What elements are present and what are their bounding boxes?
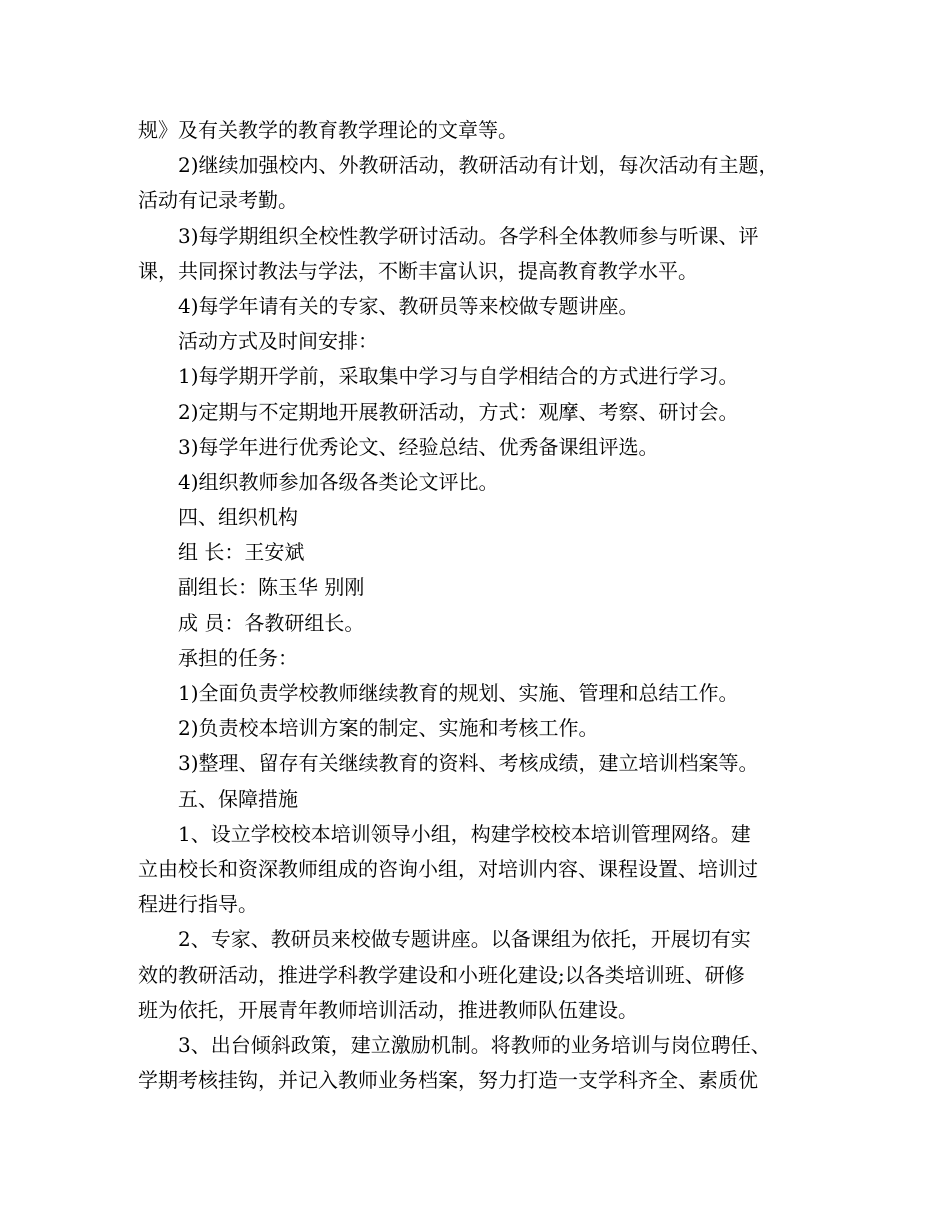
text-line: 4)每学年请有关的专家、教研员等来校做专题讲座。	[178, 293, 639, 318]
text-line: 3、出台倾斜政策，建立激励机制。将教师的业务培训与岗位聘任、	[178, 1032, 771, 1057]
document-body	[138, 113, 828, 1098]
text-line: 3)每学期组织全校性教学研讨活动。各学科全体教师参与听课、评	[178, 223, 759, 248]
text-line: 1、设立学校校本培训领导小组，构建学校校本培训管理网络。建	[178, 821, 751, 846]
text-line: 2、专家、教研员来校做专题讲座。以备课组为依托，开展切有实	[178, 927, 751, 952]
text-line: 2)负责校本培训方案的制定、实施和考核工作。	[178, 716, 599, 741]
text-line: 副组长：陈玉华 别刚	[178, 575, 365, 600]
text-line: 2)继续加强校内、外教研活动，教研活动有计划，每次活动有主题，	[178, 153, 779, 178]
text-line: 活动方式及时间安排：	[178, 329, 378, 354]
text-line: 3)整理、留存有关继续教育的资料、考核成绩，建立培训档案等。	[178, 751, 759, 776]
text-line: 1)全面负责学校教师继续教育的规划、实施、管理和总结工作。	[178, 681, 739, 705]
text-line: 成 员：各教研组长。	[178, 610, 365, 635]
text-line: 效的教研活动，推进学科教学建设和小班化建设;以各类培训班、研修	[138, 962, 745, 987]
text-line: 班为依托，开展青年教师培训活动，推进教师队伍建设。	[138, 997, 638, 1022]
text-line: 程进行指导。	[138, 892, 258, 917]
text-line: 组 长：王安斌	[178, 540, 305, 565]
text-line: 四、组织机构	[178, 505, 298, 530]
text-line: 承担的任务：	[178, 645, 298, 670]
text-line: 4)组织教师参加各级各类论文评比。	[178, 469, 499, 494]
text-line: 2)定期与不定期地开展教研活动，方式：观摩、考察、研讨会。	[178, 399, 739, 424]
text-line: 立由校长和资深教师组成的咨询小组，对培训内容、课程设置、培训过	[138, 856, 758, 881]
text-line: 规》及有关教学的教育教学理论的文章等。	[138, 118, 518, 142]
text-line: 课，共同探讨教法与学法，不断丰富认识，提高教育教学水平。	[138, 258, 698, 283]
text-line: 1)每学期开学前，采取集中学习与自学相结合的方式进行学习。	[178, 364, 739, 389]
text-line: 活动有记录考勤。	[138, 188, 298, 213]
text-line: 3)每学年进行优秀论文、经验总结、优秀备课组评选。	[178, 434, 659, 459]
text-line: 学期考核挂钩，并记入教师业务档案，努力打造一支学科齐全、素质优	[138, 1068, 758, 1093]
text-line: 五、保障措施	[178, 786, 298, 811]
